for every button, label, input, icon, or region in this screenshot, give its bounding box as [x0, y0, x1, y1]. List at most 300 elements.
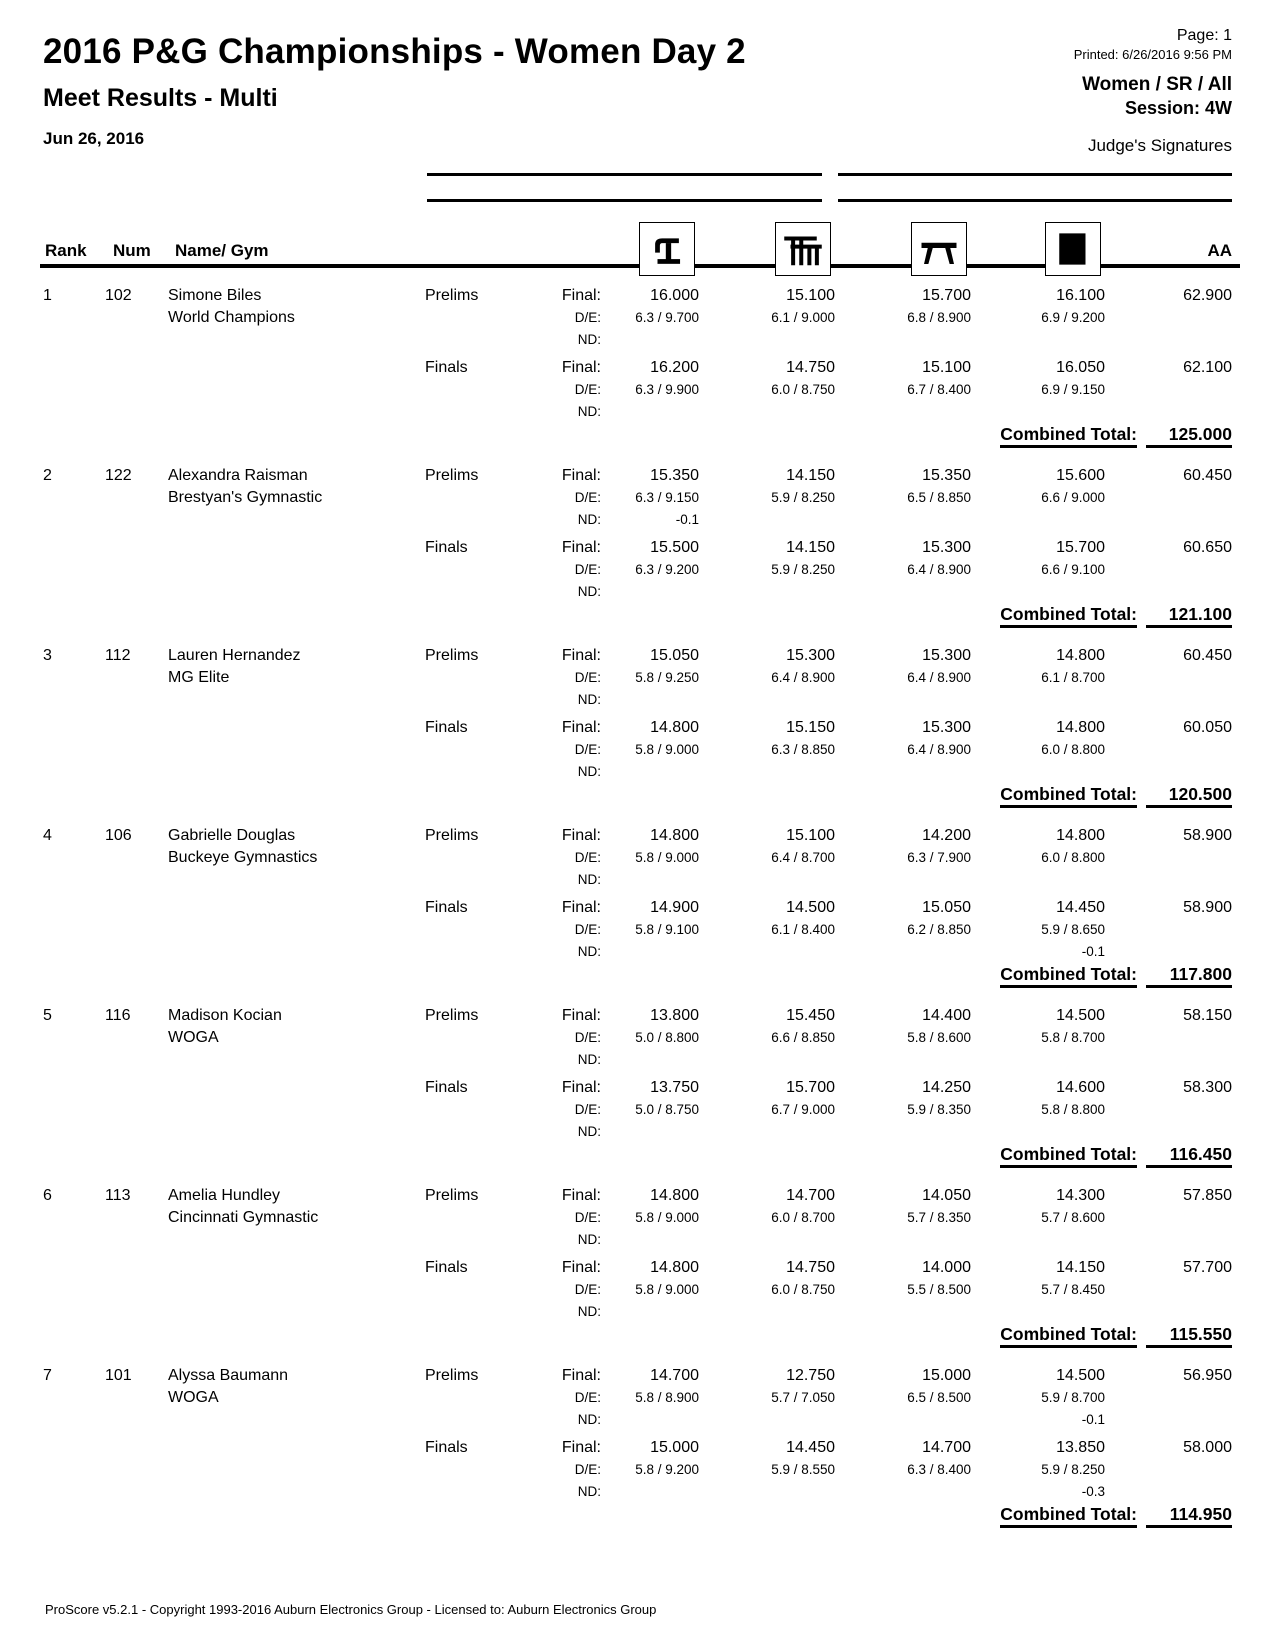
- nd-row: [43, 1481, 1232, 1503]
- combined-total-value: 114.950: [1146, 1504, 1232, 1528]
- nd-row-label: ND:: [577, 763, 601, 779]
- score-aa: 58.300: [1183, 1078, 1232, 1096]
- score-uneven-bars: 14.750: [786, 1258, 835, 1276]
- de-floor: 5.8 / 8.800: [1041, 1101, 1105, 1117]
- athlete-block: [43, 645, 1232, 806]
- score-balance-beam: 15.700: [922, 286, 971, 304]
- signature-lines: [43, 173, 1232, 202]
- de-balance-beam: 6.4 / 8.900: [907, 669, 971, 685]
- session-label: Finals: [425, 538, 468, 556]
- final-row-label: Final:: [561, 718, 601, 736]
- de-uneven-bars: 6.6 / 8.850: [771, 1029, 835, 1045]
- athlete-block: [43, 1365, 1232, 1526]
- score-vault: 14.800: [650, 826, 699, 844]
- de-floor: 5.7 / 8.450: [1041, 1281, 1105, 1297]
- score-row: [43, 645, 1232, 667]
- score-floor: 15.600: [1056, 466, 1105, 484]
- nd-row-label: ND:: [577, 583, 601, 599]
- de-row-label: D/E:: [574, 921, 601, 937]
- score-balance-beam: 15.300: [922, 538, 971, 556]
- score-floor: 14.450: [1056, 898, 1105, 916]
- de-vault: 6.3 / 9.200: [635, 561, 699, 577]
- de-row-label: D/E:: [574, 489, 601, 505]
- nd-row-label: ND:: [577, 691, 601, 707]
- de-uneven-bars: 6.3 / 8.850: [771, 741, 835, 757]
- de-floor: 5.9 / 8.650: [1041, 921, 1105, 937]
- de-row-label: D/E:: [574, 1029, 601, 1045]
- athlete-block: [43, 825, 1232, 986]
- score-floor: 13.850: [1056, 1438, 1105, 1456]
- nd-row-label: ND:: [577, 331, 601, 347]
- combined-total-label: Combined Total:: [1000, 1144, 1137, 1168]
- session-label: Prelims: [425, 646, 479, 664]
- meet-date: Jun 26, 2016: [43, 129, 145, 148]
- de-balance-beam: 6.8 / 8.900: [907, 309, 971, 325]
- de-row: [43, 1099, 1232, 1121]
- gym-name: WOGA: [168, 1028, 219, 1046]
- combined-total-value: 121.100: [1146, 604, 1232, 628]
- combined-total-row: [43, 1144, 1232, 1166]
- gym-name: Brestyan's Gymnastic: [168, 488, 323, 506]
- score-balance-beam: 14.250: [922, 1078, 971, 1096]
- de-uneven-bars: 6.4 / 8.900: [771, 669, 835, 685]
- score-row: [43, 717, 1232, 739]
- score-row: [43, 1365, 1232, 1387]
- de-balance-beam: 6.3 / 7.900: [907, 849, 971, 865]
- nd-row: [43, 401, 1232, 423]
- de-uneven-bars: 6.0 / 8.750: [771, 1281, 835, 1297]
- de-balance-beam: 6.4 / 8.900: [907, 561, 971, 577]
- final-row-label: Final:: [561, 898, 601, 916]
- nd-row-label: ND:: [577, 1231, 601, 1247]
- de-balance-beam: 5.5 / 8.500: [907, 1281, 971, 1297]
- column-header-rank: Rank: [45, 240, 87, 260]
- score-uneven-bars: 15.300: [786, 646, 835, 664]
- de-vault: 5.0 / 8.800: [635, 1029, 699, 1045]
- score-aa: 58.150: [1183, 1006, 1232, 1024]
- session-label: Prelims: [425, 286, 479, 304]
- nd-row-label: ND:: [577, 1051, 601, 1067]
- score-row: [43, 1077, 1232, 1099]
- rank: 7: [43, 1366, 52, 1384]
- num: 106: [105, 826, 132, 844]
- nd-row-label: ND:: [577, 403, 601, 419]
- athlete-name: Amelia Hundley: [168, 1186, 281, 1204]
- header-left: [43, 26, 746, 157]
- num: 101: [105, 1366, 132, 1384]
- nd-row-label: ND:: [577, 511, 601, 527]
- combined-total-row: [43, 1324, 1232, 1346]
- nd-row-label: ND:: [577, 1303, 601, 1319]
- footer-text: ProScore v5.2.1 - Copyright 1993-2016 Auburn Electronics Group - Licensed to: Auburn Electronics Group: [45, 1602, 657, 1617]
- de-floor: 5.9 / 8.700: [1041, 1389, 1105, 1405]
- floor-icon: [1045, 222, 1101, 276]
- score-aa: 60.450: [1183, 646, 1232, 664]
- de-vault: 6.3 / 9.900: [635, 381, 699, 397]
- nd-row: [43, 689, 1232, 711]
- de-vault: 5.8 / 9.250: [635, 669, 699, 685]
- score-balance-beam: 14.700: [922, 1438, 971, 1456]
- rank: 2: [43, 466, 52, 484]
- division-label: Women / SR / All: [1082, 73, 1232, 95]
- de-uneven-bars: 6.4 / 8.700: [771, 849, 835, 865]
- score-aa: 56.950: [1183, 1366, 1232, 1384]
- rank: 6: [43, 1186, 52, 1204]
- session-label: Prelims: [425, 466, 479, 484]
- score-row: [43, 1257, 1232, 1279]
- table-column-header: [43, 214, 1232, 268]
- de-balance-beam: 6.3 / 8.400: [907, 1461, 971, 1477]
- score-row: [43, 537, 1232, 559]
- final-row-label: Final:: [561, 1438, 601, 1456]
- combined-total-value: 125.000: [1146, 424, 1232, 448]
- num: 102: [105, 286, 132, 304]
- final-row-label: Final:: [561, 1258, 601, 1276]
- score-vault: 14.800: [650, 1186, 699, 1204]
- column-header-num: Num: [113, 240, 151, 260]
- nd-row: [43, 1301, 1232, 1323]
- de-floor: 6.6 / 9.100: [1041, 561, 1105, 577]
- gym-name: WOGA: [168, 1388, 219, 1406]
- combined-total-value: 116.450: [1146, 1144, 1232, 1168]
- de-uneven-bars: 5.9 / 8.550: [771, 1461, 835, 1477]
- nd-row-label: ND:: [577, 1411, 601, 1427]
- rank: 5: [43, 1006, 52, 1024]
- rank: 1: [43, 286, 52, 304]
- score-aa: 58.000: [1183, 1438, 1232, 1456]
- score-aa: 60.050: [1183, 718, 1232, 736]
- score-uneven-bars: 15.100: [786, 286, 835, 304]
- de-balance-beam: 6.5 / 8.850: [907, 489, 971, 505]
- score-vault: 15.350: [650, 466, 699, 484]
- combined-total-label: Combined Total:: [1000, 424, 1137, 448]
- de-balance-beam: 6.5 / 8.500: [907, 1389, 971, 1405]
- de-vault: 5.8 / 9.000: [635, 849, 699, 865]
- combined-total-row: [43, 784, 1232, 806]
- athlete-block: [43, 285, 1232, 446]
- de-uneven-bars: 6.0 / 8.700: [771, 1209, 835, 1225]
- athlete-name: Madison Kocian: [168, 1006, 282, 1024]
- session-label: Prelims: [425, 1186, 479, 1204]
- nd-row: [43, 1121, 1232, 1143]
- score-row: [43, 1437, 1232, 1459]
- nd-row: [43, 1229, 1232, 1251]
- score-uneven-bars: 14.750: [786, 358, 835, 376]
- combined-total-label: Combined Total:: [1000, 1324, 1137, 1348]
- score-row: [43, 1005, 1232, 1027]
- rank: 3: [43, 646, 52, 664]
- session-label: Prelims: [425, 826, 479, 844]
- de-row: [43, 307, 1232, 329]
- score-floor: 14.800: [1056, 646, 1105, 664]
- de-row: [43, 1459, 1232, 1481]
- report-title: 2016 P&G Championships - Women Day 2: [43, 32, 746, 71]
- score-uneven-bars: 15.100: [786, 826, 835, 844]
- de-row: [43, 1027, 1232, 1049]
- score-aa: 62.100: [1183, 358, 1232, 376]
- score-row: [43, 285, 1232, 307]
- score-uneven-bars: 15.150: [786, 718, 835, 736]
- de-row-label: D/E:: [574, 1389, 601, 1405]
- de-row-label: D/E:: [574, 309, 601, 325]
- de-row-label: D/E:: [574, 1281, 601, 1297]
- balance-beam-icon: [911, 222, 967, 276]
- nd-row: [43, 941, 1232, 963]
- session-label: Session: 4W: [1124, 98, 1232, 119]
- gym-name: MG Elite: [168, 668, 230, 686]
- score-floor: 14.500: [1056, 1006, 1105, 1024]
- final-row-label: Final:: [561, 286, 601, 304]
- signature-line: [838, 199, 1232, 202]
- nd-floor: -0.3: [1081, 1483, 1105, 1499]
- score-uneven-bars: 14.700: [786, 1186, 835, 1204]
- final-row-label: Final:: [561, 1366, 601, 1384]
- score-floor: 14.600: [1056, 1078, 1105, 1096]
- score-uneven-bars: 12.750: [786, 1366, 835, 1384]
- score-aa: 60.450: [1183, 466, 1232, 484]
- score-uneven-bars: 14.150: [786, 466, 835, 484]
- session-label: Finals: [425, 1078, 468, 1096]
- nd-vault: -0.1: [675, 511, 699, 527]
- de-floor: 5.9 / 8.250: [1041, 1461, 1105, 1477]
- signature-line: [838, 173, 1232, 176]
- de-row: [43, 739, 1232, 761]
- nd-floor: -0.1: [1081, 943, 1105, 959]
- rank: 4: [43, 826, 52, 844]
- score-vault: 15.050: [650, 646, 699, 664]
- nd-row: [43, 1409, 1232, 1431]
- final-row-label: Final:: [561, 466, 601, 484]
- session-label: Prelims: [425, 1366, 479, 1384]
- score-uneven-bars: 15.450: [786, 1006, 835, 1024]
- nd-row-label: ND:: [577, 1123, 601, 1139]
- score-vault: 16.200: [650, 358, 699, 376]
- de-floor: 6.1 / 8.700: [1041, 669, 1105, 685]
- session-label: Finals: [425, 1258, 468, 1276]
- de-row-label: D/E:: [574, 741, 601, 757]
- combined-total-label: Combined Total:: [1000, 964, 1137, 988]
- de-vault: 5.8 / 9.000: [635, 1209, 699, 1225]
- score-uneven-bars: 14.150: [786, 538, 835, 556]
- score-row: [43, 465, 1232, 487]
- de-vault: 5.8 / 9.000: [635, 1281, 699, 1297]
- athlete-name: Gabrielle Douglas: [168, 826, 296, 844]
- nd-row: [43, 581, 1232, 603]
- score-vault: 14.700: [650, 1366, 699, 1384]
- athlete-name: Simone Biles: [168, 286, 262, 304]
- final-row-label: Final:: [561, 1078, 601, 1096]
- de-floor: 6.9 / 9.150: [1041, 381, 1105, 397]
- report-header: [43, 26, 1232, 157]
- page-number: Page: 1: [1176, 27, 1232, 44]
- de-vault: 5.8 / 9.100: [635, 921, 699, 937]
- combined-total-row: [43, 604, 1232, 626]
- score-balance-beam: 15.100: [922, 358, 971, 376]
- de-row: [43, 379, 1232, 401]
- vault-icon: [639, 222, 695, 276]
- score-floor: 14.300: [1056, 1186, 1105, 1204]
- num: 113: [105, 1186, 131, 1204]
- final-row-label: Final:: [561, 826, 601, 844]
- score-uneven-bars: 15.700: [786, 1078, 835, 1096]
- de-vault: 5.8 / 8.900: [635, 1389, 699, 1405]
- de-row-label: D/E:: [574, 849, 601, 865]
- session-label: Prelims: [425, 1006, 479, 1024]
- score-aa: 62.900: [1183, 286, 1232, 304]
- de-uneven-bars: 6.1 / 9.000: [771, 309, 835, 325]
- de-uneven-bars: 5.9 / 8.250: [771, 561, 835, 577]
- score-vault: 14.800: [650, 718, 699, 736]
- num: 116: [105, 1006, 131, 1024]
- score-balance-beam: 14.050: [922, 1186, 971, 1204]
- session-label: Finals: [425, 1438, 468, 1456]
- final-row-label: Final:: [561, 538, 601, 556]
- de-floor: 5.8 / 8.700: [1041, 1029, 1105, 1045]
- score-floor: 16.050: [1056, 358, 1105, 376]
- de-row-label: D/E:: [574, 1209, 601, 1225]
- combined-total-row: [43, 964, 1232, 986]
- score-floor: 14.150: [1056, 1258, 1105, 1276]
- num: 112: [105, 646, 131, 664]
- score-balance-beam: 15.050: [922, 898, 971, 916]
- de-balance-beam: 5.9 / 8.350: [907, 1101, 971, 1117]
- judges-signatures-label: Judge's Signatures: [1087, 135, 1232, 155]
- session-label: Finals: [425, 718, 468, 736]
- score-aa: 58.900: [1183, 898, 1232, 916]
- column-header-aa: AA: [1207, 240, 1232, 260]
- athlete-block: [43, 1185, 1232, 1346]
- report-subtitle: Meet Results - Multi: [43, 84, 278, 112]
- num: 122: [105, 466, 132, 484]
- de-floor: 5.7 / 8.600: [1041, 1209, 1105, 1225]
- header-right: [1074, 26, 1232, 157]
- printed-timestamp: Printed: 6/26/2016 9:56 PM: [1073, 46, 1232, 62]
- score-vault: 14.800: [650, 1258, 699, 1276]
- score-balance-beam: 14.400: [922, 1006, 971, 1024]
- de-vault: 6.3 / 9.700: [635, 309, 699, 325]
- session-label: Finals: [425, 358, 468, 376]
- de-row-label: D/E:: [574, 561, 601, 577]
- signature-line: [427, 199, 822, 202]
- de-row: [43, 1387, 1232, 1409]
- uneven-bars-icon: [775, 222, 831, 276]
- de-row-label: D/E:: [574, 1101, 601, 1117]
- de-vault: 6.3 / 9.150: [635, 489, 699, 505]
- score-aa: 57.850: [1183, 1186, 1232, 1204]
- results-list: [43, 285, 1232, 1526]
- combined-total-label: Combined Total:: [1000, 1504, 1137, 1528]
- score-floor: 14.800: [1056, 826, 1105, 844]
- de-row-label: D/E:: [574, 381, 601, 397]
- de-floor: 6.9 / 9.200: [1041, 309, 1105, 325]
- nd-row: [43, 329, 1232, 351]
- score-row: [43, 897, 1232, 919]
- de-row-label: D/E:: [574, 1461, 601, 1477]
- de-vault: 5.0 / 8.750: [635, 1101, 699, 1117]
- score-aa: 57.700: [1183, 1258, 1232, 1276]
- de-row: [43, 667, 1232, 689]
- score-row: [43, 357, 1232, 379]
- de-balance-beam: 6.7 / 8.400: [907, 381, 971, 397]
- score-balance-beam: 15.300: [922, 718, 971, 736]
- score-balance-beam: 15.000: [922, 1366, 971, 1384]
- column-header-name-gym: Name/ Gym: [175, 240, 269, 260]
- score-vault: 15.500: [650, 538, 699, 556]
- signature-line: [427, 173, 822, 176]
- score-floor: 16.100: [1056, 286, 1105, 304]
- de-balance-beam: 6.4 / 8.900: [907, 741, 971, 757]
- score-balance-beam: 14.000: [922, 1258, 971, 1276]
- nd-row: [43, 761, 1232, 783]
- signature-line-row: [427, 173, 1232, 176]
- gym-name: World Champions: [168, 308, 295, 326]
- score-row: [43, 1185, 1232, 1207]
- score-uneven-bars: 14.450: [786, 1438, 835, 1456]
- gym-name: Buckeye Gymnastics: [168, 848, 318, 866]
- de-vault: 5.8 / 9.000: [635, 741, 699, 757]
- combined-total-row: [43, 424, 1232, 446]
- de-uneven-bars: 5.9 / 8.250: [771, 489, 835, 505]
- de-uneven-bars: 6.7 / 9.000: [771, 1101, 835, 1117]
- gym-name: Cincinnati Gymnastic: [168, 1208, 319, 1226]
- score-vault: 15.000: [650, 1438, 699, 1456]
- de-balance-beam: 5.8 / 8.600: [907, 1029, 971, 1045]
- de-balance-beam: 5.7 / 8.350: [907, 1209, 971, 1225]
- de-row: [43, 1279, 1232, 1301]
- de-uneven-bars: 5.7 / 7.050: [771, 1389, 835, 1405]
- nd-row: [43, 1049, 1232, 1071]
- athlete-block: [43, 465, 1232, 626]
- nd-row-label: ND:: [577, 1483, 601, 1499]
- score-vault: 16.000: [650, 286, 699, 304]
- de-floor: 6.0 / 8.800: [1041, 849, 1105, 865]
- combined-total-value: 120.500: [1146, 784, 1232, 808]
- de-row: [43, 1207, 1232, 1229]
- nd-row: [43, 869, 1232, 891]
- athlete-name: Alexandra Raisman: [168, 466, 308, 484]
- combined-total-row: [43, 1504, 1232, 1526]
- final-row-label: Final:: [561, 1186, 601, 1204]
- nd-row-label: ND:: [577, 871, 601, 887]
- score-floor: 14.800: [1056, 718, 1105, 736]
- combined-total-label: Combined Total:: [1000, 784, 1137, 808]
- de-row-label: D/E:: [574, 669, 601, 685]
- score-balance-beam: 15.300: [922, 646, 971, 664]
- final-row-label: Final:: [561, 1006, 601, 1024]
- de-vault: 5.8 / 9.200: [635, 1461, 699, 1477]
- nd-floor: -0.1: [1081, 1411, 1105, 1427]
- score-floor: 15.700: [1056, 538, 1105, 556]
- athlete-name: Alyssa Baumann: [168, 1366, 289, 1384]
- combined-total-label: Combined Total:: [1000, 604, 1137, 628]
- de-row: [43, 919, 1232, 941]
- score-uneven-bars: 14.500: [786, 898, 835, 916]
- score-floor: 14.500: [1056, 1366, 1105, 1384]
- de-uneven-bars: 6.1 / 8.400: [771, 921, 835, 937]
- athlete-block: [43, 1005, 1232, 1166]
- score-vault: 13.800: [650, 1006, 699, 1024]
- de-row: [43, 559, 1232, 581]
- athlete-name: Lauren Hernandez: [168, 646, 301, 664]
- score-balance-beam: 14.200: [922, 826, 971, 844]
- score-vault: 13.750: [650, 1078, 699, 1096]
- nd-row: [43, 509, 1232, 531]
- combined-total-value: 115.550: [1146, 1324, 1232, 1348]
- de-floor: 6.0 / 8.800: [1041, 741, 1105, 757]
- signature-line-row: [427, 199, 1232, 202]
- score-aa: 60.650: [1183, 538, 1232, 556]
- de-uneven-bars: 6.0 / 8.750: [771, 381, 835, 397]
